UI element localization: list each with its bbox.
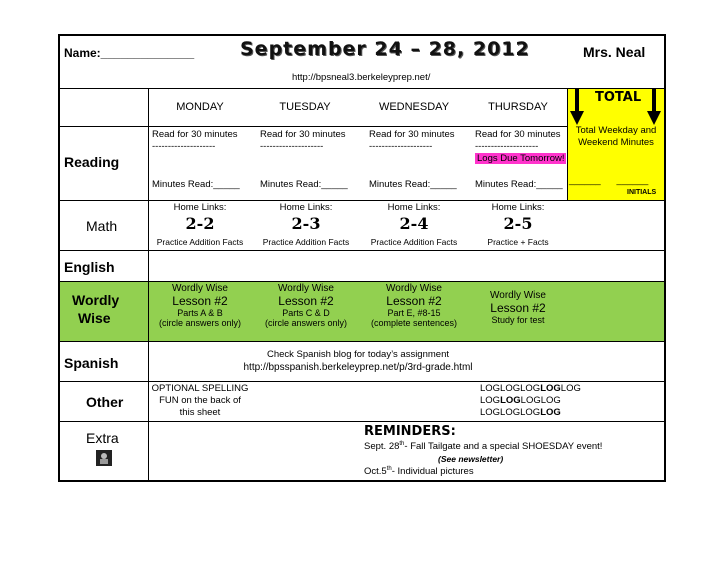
log-line: LOGLOGLOGLOGLOG <box>480 383 581 394</box>
initials-label: INITIALS <box>627 189 657 196</box>
wordly-title: Wordly Wise <box>386 283 442 294</box>
day-wednesday: WEDNESDAY <box>378 101 450 113</box>
wordly-detail: Parts C & D <box>282 308 330 318</box>
wordly-col-thu <box>468 290 568 325</box>
reminder-1: Sept. 28th- Fall Tailgate and a special SHOESDAY event! <box>364 441 603 453</box>
wordly-title: Wordly Wise <box>278 283 334 294</box>
total-label: TOTAL <box>595 90 642 105</box>
wordly-lesson: Lesson #2 <box>490 301 546 315</box>
math-practice-thu: Practice + Facts <box>487 237 549 247</box>
total-text: Total Weekday and Weekend Minutes <box>575 125 657 148</box>
reading-task-mon: Read for 30 minutes <box>152 129 238 140</box>
reminders-title: REMINDERS: <box>364 424 456 439</box>
reading-task-wed: Read for 30 minutes <box>369 129 455 140</box>
home-link-thu: 2-5 <box>503 214 533 233</box>
wordly-title: Wordly Wise <box>172 283 228 294</box>
day-tuesday: TUESDAY <box>279 101 331 113</box>
teacher-name: Mrs. Neal <box>583 44 646 60</box>
reading-signature-line[interactable]: -------------------- <box>260 141 324 152</box>
grid-line <box>148 89 149 480</box>
wordly-detail: Parts A & B <box>177 308 223 318</box>
grid-line <box>567 89 568 201</box>
math-row <box>60 201 664 251</box>
subject-math: Math <box>86 218 118 234</box>
spelling-line: FUN on the back of <box>159 395 241 406</box>
home-links-label: Home Links: <box>279 202 333 213</box>
spelling-line: OPTIONAL SPELLING <box>151 383 249 394</box>
reading-row <box>60 127 664 201</box>
english-row <box>60 251 664 282</box>
week-title: September 24 – 28, 2012 <box>240 38 530 60</box>
subject-english: English <box>64 259 115 275</box>
minutes-read-mon[interactable]: Minutes Read:_____ <box>152 179 240 190</box>
subject-extra: Extra <box>86 430 119 446</box>
log-line: LOGLOGLOGLOG <box>480 395 561 406</box>
logs-due-note: Logs Due Tomorrow! <box>477 153 565 164</box>
log-pattern <box>480 383 581 419</box>
reading-task-tue: Read for 30 minutes <box>260 129 346 140</box>
down-arrow-icon <box>647 89 661 125</box>
log-line: LOGLOGLOGLOG <box>480 407 561 418</box>
home-links-label: Home Links: <box>173 202 227 213</box>
home-links-label: Home Links: <box>491 202 545 213</box>
spanish-instructions: Check Spanish blog for today’s assignment <box>266 349 449 360</box>
math-practice-tue: Practice Addition Facts <box>262 237 350 247</box>
header-row <box>60 36 664 89</box>
spanish-row <box>60 342 664 382</box>
reading-signature-line[interactable]: -------------------- <box>152 141 216 152</box>
other-row <box>60 382 664 422</box>
home-links-label: Home Links: <box>387 202 441 213</box>
home-link-wed: 2-4 <box>399 214 429 233</box>
subject-reading: Reading <box>64 154 120 170</box>
math-practice-wed: Practice Addition Facts <box>370 237 458 247</box>
reminder-2: (See newsletter) <box>438 454 504 464</box>
class-url[interactable]: http://bpsneal3.berkeleyprep.net/ <box>292 72 431 83</box>
name-field[interactable]: Name:______________ <box>64 46 195 60</box>
spelling-line: this sheet <box>179 407 221 418</box>
subject-spanish: Spanish <box>64 355 119 371</box>
wordly-wise-row <box>60 282 664 342</box>
reading-signature-line[interactable]: -------------------- <box>475 141 539 152</box>
wordly-col-tue <box>252 283 360 328</box>
wordly-detail: Part E, #8-15 <box>387 308 441 318</box>
minutes-read-thu[interactable]: Minutes Read:_____ <box>475 179 563 190</box>
spanish-blog-link[interactable]: http://bpsspanish.berkeleyprep.net/p/3rd-grade.html <box>243 362 473 373</box>
subject-wordly: Wordly <box>72 292 120 308</box>
wordly-lesson: Lesson #2 <box>278 294 334 308</box>
wordly-lesson: Lesson #2 <box>172 294 228 308</box>
planner-sheet <box>58 34 666 482</box>
wordly-lesson: Lesson #2 <box>386 294 442 308</box>
total-blanks[interactable]: ______ ______ <box>569 175 649 186</box>
down-arrow-icon <box>570 89 584 125</box>
wordly-title: Wordly Wise <box>490 290 546 301</box>
wordly-note: (circle answers only) <box>264 318 348 328</box>
subject-other: Other <box>86 394 124 410</box>
day-monday: MONDAY <box>176 101 224 113</box>
clipart-icon <box>96 450 112 466</box>
reading-signature-line[interactable]: -------------------- <box>369 141 433 152</box>
day-thursday: THURSDAY <box>488 101 548 113</box>
home-link-mon: 2-2 <box>185 214 215 233</box>
reminder-3: Oct.5th- Individual pictures <box>364 466 474 478</box>
minutes-read-wed[interactable]: Minutes Read:_____ <box>369 179 457 190</box>
wordly-detail: Study for test <box>491 315 545 325</box>
subject-wise: Wise <box>78 310 111 326</box>
wordly-note: (complete sentences) <box>370 318 458 328</box>
math-practice-mon: Practice Addition Facts <box>156 237 244 247</box>
wordly-col-wed <box>360 283 468 328</box>
spelling-note <box>148 383 252 419</box>
extra-row <box>60 422 664 480</box>
home-link-tue: 2-3 <box>291 214 321 233</box>
wordly-note: (circle answers only) <box>158 318 242 328</box>
minutes-read-tue[interactable]: Minutes Read:_____ <box>260 179 348 190</box>
reading-task-thu: Read for 30 minutes <box>475 129 561 140</box>
wordly-col-mon <box>148 283 252 328</box>
